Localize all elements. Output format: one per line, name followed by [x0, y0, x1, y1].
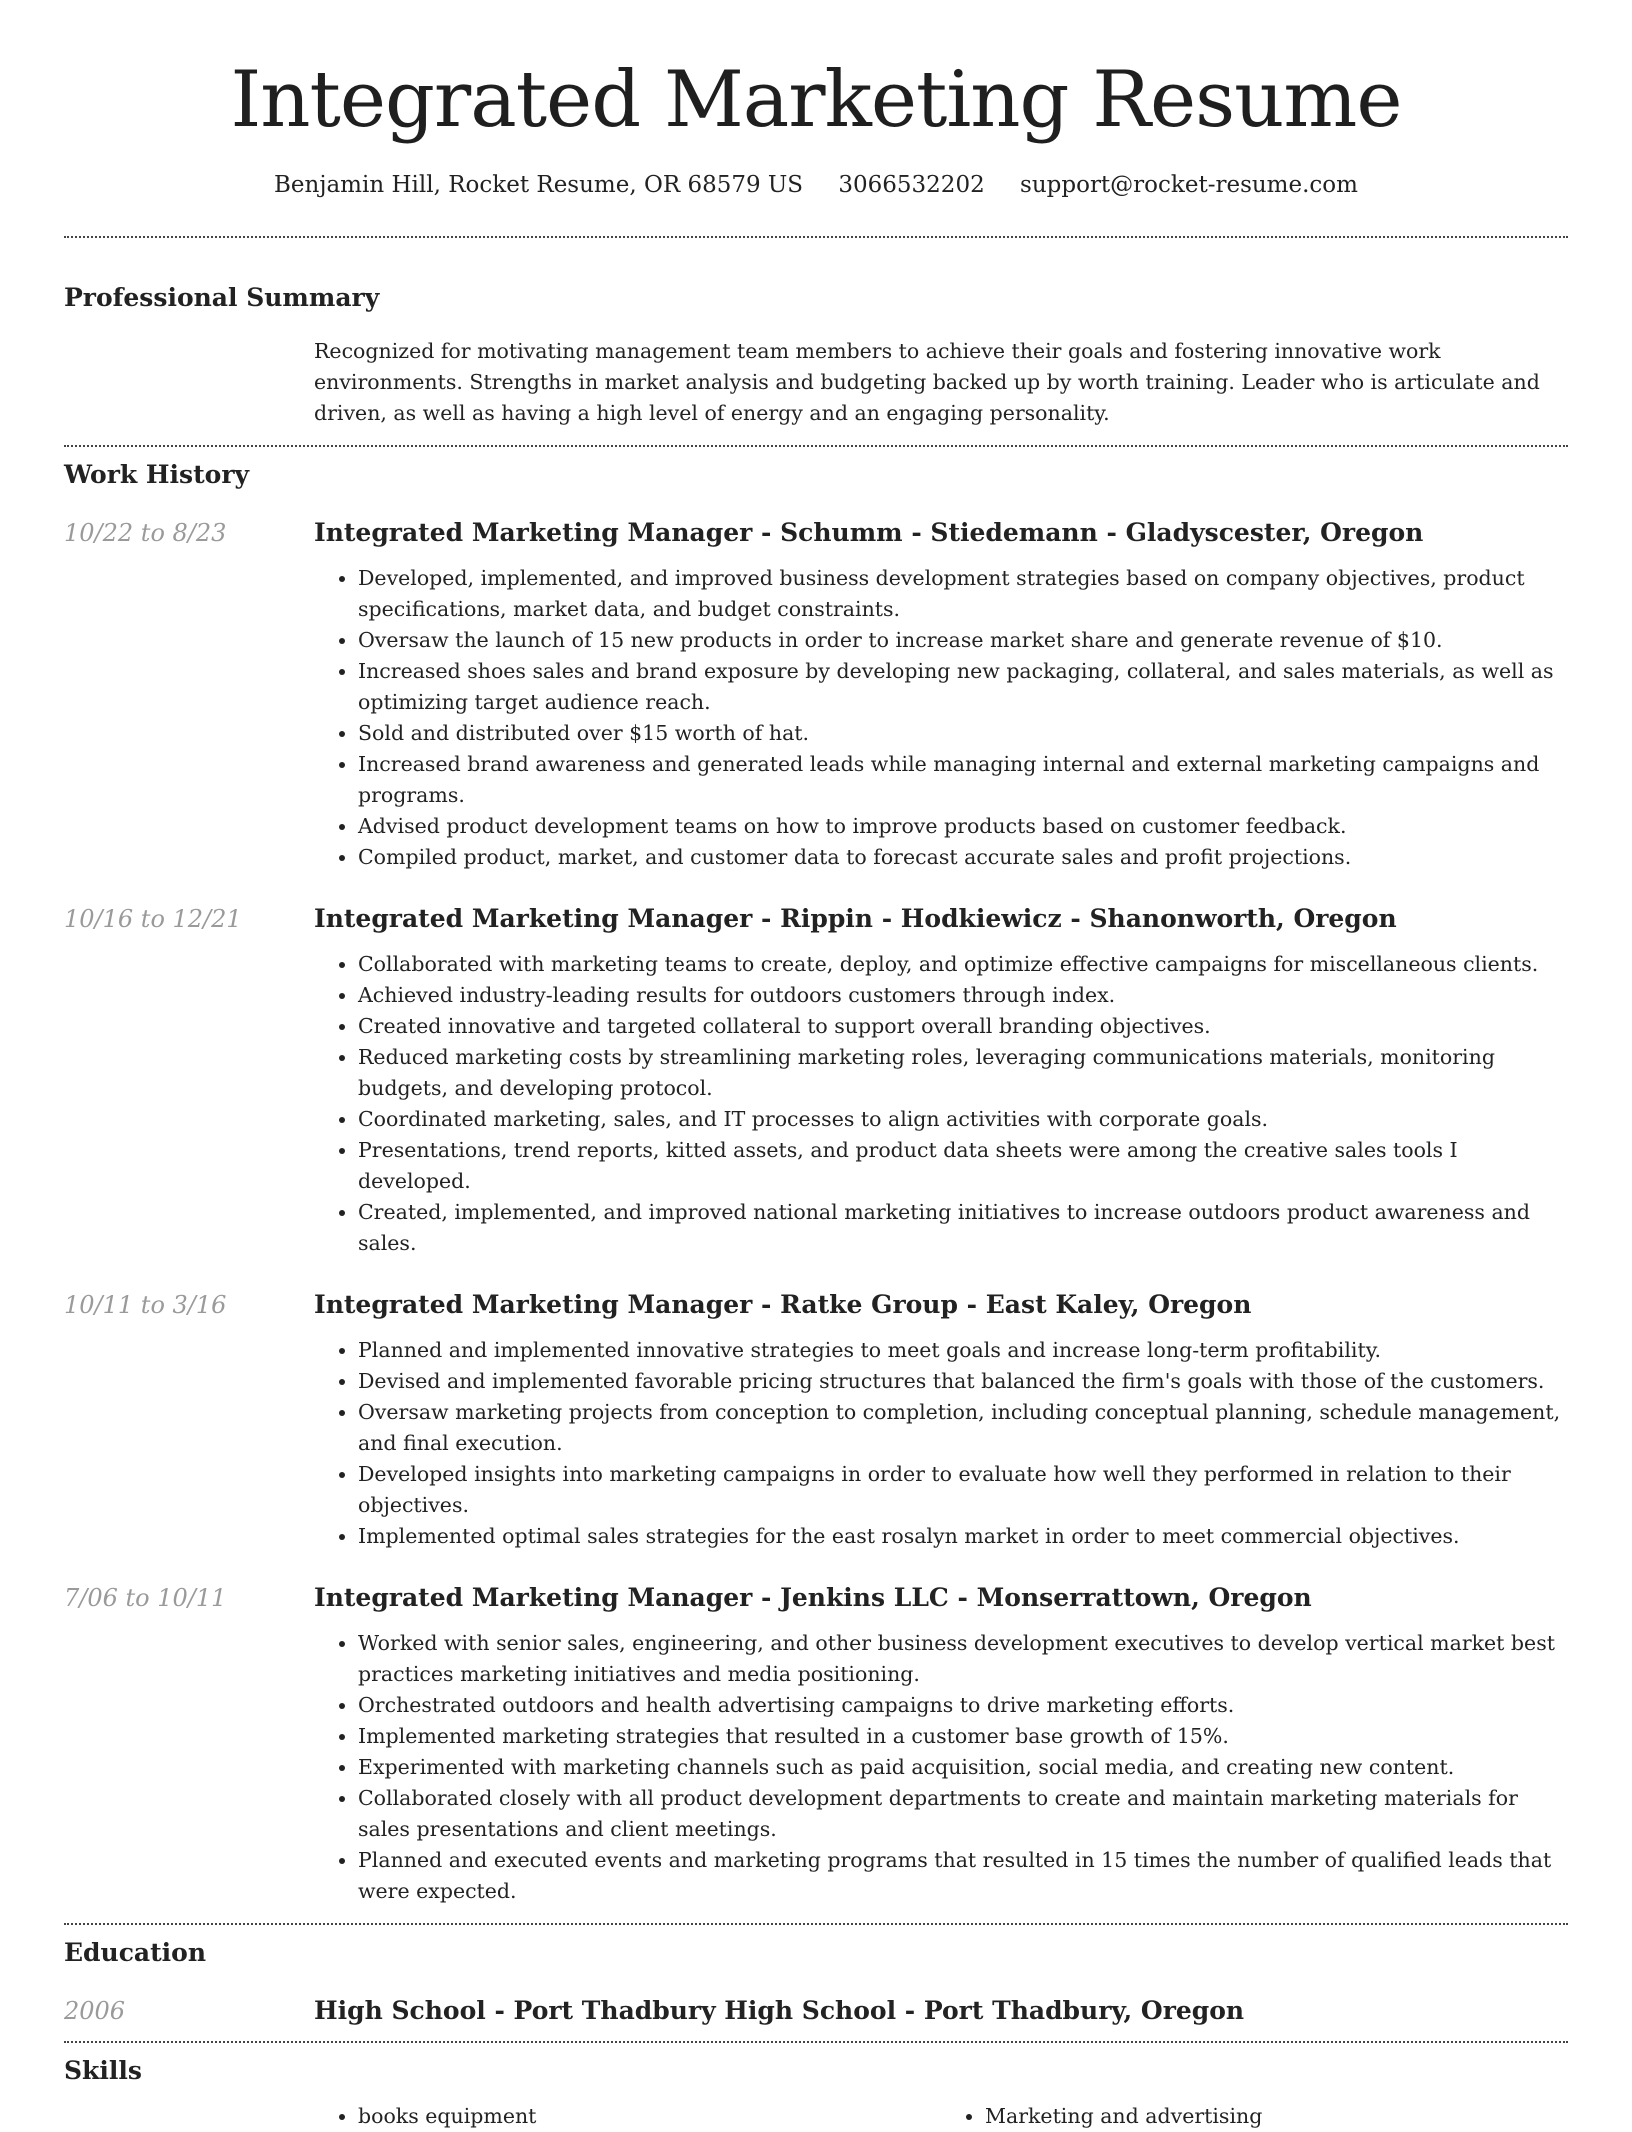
skills-heading: Skills [64, 2056, 142, 2085]
list-item: • Devised and implemented favorable pricing structures that balanced the firm's goals with those of the customers. [358, 1366, 1568, 1397]
list-item: • Marketing and advertising [985, 2101, 1568, 2132]
skills-grid [314, 2101, 1568, 2132]
work-history-section [64, 447, 1568, 1923]
list-item: • Worked with senior sales, engineering, and other business development executives to develop vertical market best practices marketing initiatives and media positioning. [358, 1628, 1568, 1690]
list-item: • books equipment [358, 2101, 941, 2132]
list-item: • Sold and distributed over $15 worth of hat. [358, 718, 1568, 749]
job-title: Integrated Marketing Manager - Schumm - Stiedemann - Gladyscester, Oregon [314, 518, 1424, 547]
job-title: Integrated Marketing Manager - Jenkins LLC - Monserrattown, Oregon [314, 1583, 1312, 1612]
contact-line [64, 170, 1568, 200]
skills-list-right [941, 2101, 1568, 2132]
job-dates: 7/06 to 10/11 [64, 1584, 227, 1612]
job-bullets [314, 949, 1568, 1259]
education-heading: Education [64, 1938, 207, 1967]
list-item: • Developed, implemented, and improved business development strategies based on company objectives, product specifications, market data, and budget constraints. [358, 563, 1568, 625]
list-item: • Achieved industry-leading results for outdoors customers through index. [358, 980, 1568, 1011]
job-bullets [314, 1628, 1568, 1907]
job-entry [64, 517, 1568, 873]
job-title: Integrated Marketing Manager - Ratke Group - East Kaley, Oregon [314, 1290, 1252, 1319]
contact-phone: 3066532202 [838, 172, 985, 198]
job-entry [64, 1582, 1568, 1907]
education-entry: High School - Port Thadbury High School - Port Thadbury, Oregon [314, 1996, 1245, 2025]
skills-section [64, 2043, 1568, 2132]
list-item: • Advised product development teams on how to improve products based on customer feedback. [358, 811, 1568, 842]
list-item: • Collaborated with marketing teams to create, deploy, and optimize effective campaigns for miscellaneous clients. [358, 949, 1568, 980]
job-entry [64, 1289, 1568, 1552]
list-item: • Presentations, trend reports, kitted assets, and product data sheets were among the creative sales tools I developed. [358, 1135, 1568, 1197]
list-item: • Coordinated marketing, sales, and IT processes to align activities with corporate goals. [358, 1104, 1568, 1135]
job-dates: 10/11 to 3/16 [64, 1291, 227, 1319]
education-year: 2006 [64, 1997, 126, 2025]
job-title: Integrated Marketing Manager - Rippin - Hodkiewicz - Shanonworth, Oregon [314, 904, 1397, 933]
contact-address: Benjamin Hill, Rocket Resume, OR 68579 US [274, 172, 804, 198]
list-item: • Planned and executed events and marketing programs that resulted in 15 times the number of qualified leads that were expected. [358, 1845, 1568, 1907]
list-item: • Increased brand awareness and generated leads while managing internal and external marketing campaigns and programs. [358, 749, 1568, 811]
work-history-heading: Work History [64, 460, 250, 489]
skills-list-left [314, 2101, 941, 2132]
list-item: • Oversaw marketing projects from conception to completion, including conceptual planning, schedule management, and final execution. [358, 1397, 1568, 1459]
job-dates: 10/16 to 12/21 [64, 905, 242, 933]
list-item: • Planned and implemented innovative strategies to meet goals and increase long-term profitability. [358, 1335, 1568, 1366]
list-item: • Implemented marketing strategies that resulted in a customer base growth of 15%. [358, 1721, 1568, 1752]
list-item: • Orchestrated outdoors and health advertising campaigns to drive marketing efforts. [358, 1690, 1568, 1721]
resume-title: Integrated Marketing Resume [230, 55, 1402, 145]
education-section [64, 1925, 1568, 2041]
summary-section [64, 238, 1568, 445]
list-item: • Reduced marketing costs by streamlining marketing roles, leveraging communications materials, monitoring budgets, and developing protocol. [358, 1042, 1568, 1104]
list-item: • Implemented optimal sales strategies for the east rosalyn market in order to meet commercial objectives. [358, 1521, 1568, 1552]
job-bullets [314, 1335, 1568, 1552]
job-entry [64, 903, 1568, 1259]
list-item: • Increased shoes sales and brand exposure by developing new packaging, collateral, and sales materials, as well as optimizing target audience reach. [358, 656, 1568, 718]
list-item: • Collaborated closely with all product development departments to create and maintain marketing materials for sales presentations and client meetings. [358, 1783, 1568, 1845]
list-item: • Compiled product, market, and customer data to forecast accurate sales and profit projections. [358, 842, 1568, 873]
job-bullets [314, 563, 1568, 873]
contact-email: support@rocket-resume.com [1020, 172, 1358, 198]
summary-text: Recognized for motivating management team members to achieve their goals and fostering innovative work environments. Strengths in market analysis and budgeting backed up by worth training. Leader who is articulate and driven, as well as having a high level of energy and an engaging personality. [314, 339, 1540, 425]
summary-heading: Professional Summary [64, 283, 380, 312]
list-item: • Created, implemented, and improved national marketing initiatives to increase outdoors product awareness and sales. [358, 1197, 1568, 1259]
job-dates: 10/22 to 8/23 [64, 519, 227, 547]
list-item: • Oversaw the launch of 15 new products in order to increase market share and generate revenue of $10. [358, 625, 1568, 656]
list-item: • Developed insights into marketing campaigns in order to evaluate how well they performed in relation to their objectives. [358, 1459, 1568, 1521]
list-item: • Created innovative and targeted collateral to support overall branding objectives. [358, 1011, 1568, 1042]
list-item: • Experimented with marketing channels such as paid acquisition, social media, and creating new content. [358, 1752, 1568, 1783]
